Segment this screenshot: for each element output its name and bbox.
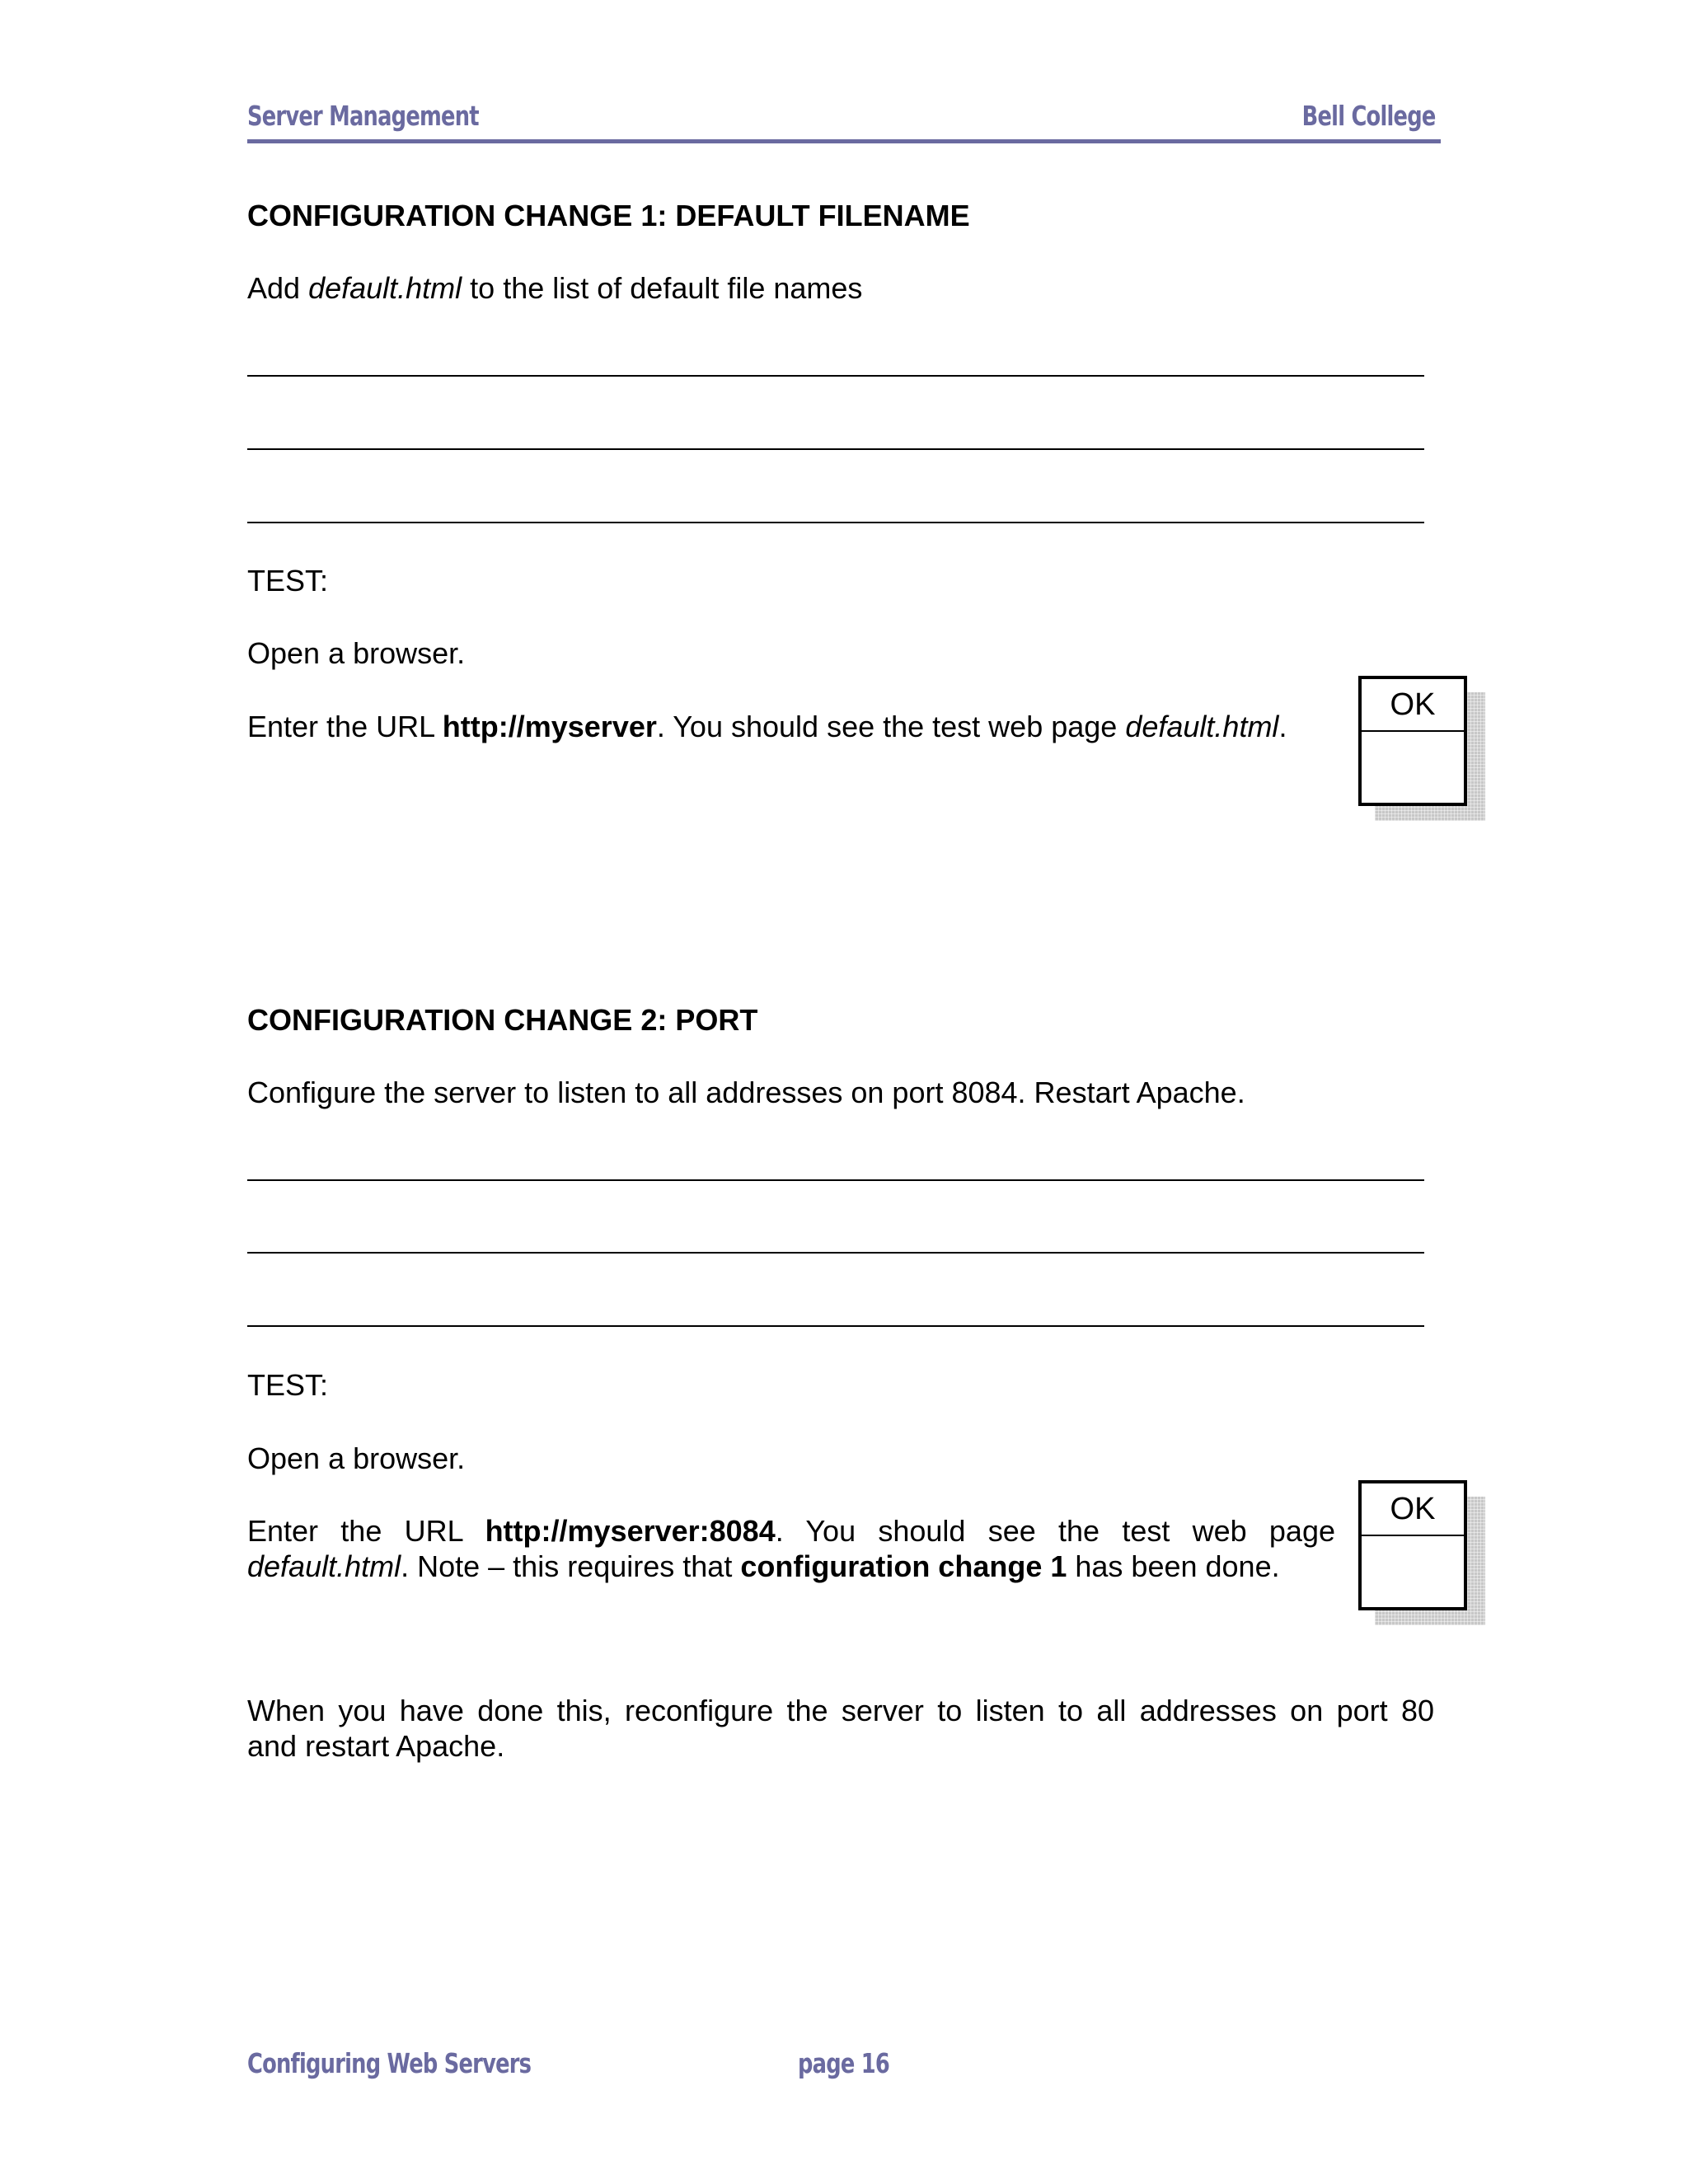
section2-instruction: Configure the server to listen to all addresses on port 8084. Restart Apache.	[247, 1076, 1245, 1109]
section1-heading: CONFIGURATION CHANGE 1: DEFAULT FILENAME	[247, 199, 970, 232]
header-title: Server Management	[247, 100, 479, 132]
section2-step-enter-url-line2: default.html. Note – this requires that configuration change 1 has been done.	[247, 1549, 1280, 1583]
section1-ok-checkbox[interactable]	[1358, 676, 1465, 804]
section2-heading: CONFIGURATION CHANGE 2: PORT	[247, 1003, 758, 1037]
header-institution: Bell College	[1302, 100, 1436, 132]
section2-closing-line2: and restart Apache.	[247, 1729, 505, 1763]
footer-title: Configuring Web Servers	[247, 2047, 532, 2079]
section2-step-open-browser: Open a browser.	[247, 1441, 466, 1475]
answer-line	[247, 1252, 1424, 1254]
header-rule	[247, 139, 1441, 143]
answer-line	[247, 1179, 1424, 1181]
answer-line	[247, 448, 1424, 450]
section1-test-label: TEST:	[247, 564, 329, 598]
answer-line	[247, 522, 1424, 523]
section2-step-enter-url-line1: Enter the URL http://myserver:8084. You should see the test web page	[247, 1514, 1335, 1548]
section2-closing-line1: When you have done this, reconfigure the server to listen to all addresses on port 80	[247, 1694, 1434, 1727]
footer-page-number: page 16	[798, 2047, 890, 2079]
ok-box-frame	[1358, 1480, 1467, 1610]
answer-line	[247, 375, 1424, 377]
section2-test-label: TEST:	[247, 1368, 329, 1402]
ok-label: OK	[1362, 679, 1464, 732]
section2-ok-checkbox[interactable]	[1358, 1480, 1465, 1609]
ok-label: OK	[1362, 1483, 1464, 1536]
section1-step-open-browser: Open a browser.	[247, 636, 466, 670]
ok-box-frame	[1358, 676, 1467, 806]
section1-instruction: Add default.html to the list of default file names	[247, 271, 863, 305]
section1-step-enter-url: Enter the URL http://myserver. You should see the test web page default.html.	[247, 710, 1287, 743]
answer-line	[247, 1325, 1424, 1327]
